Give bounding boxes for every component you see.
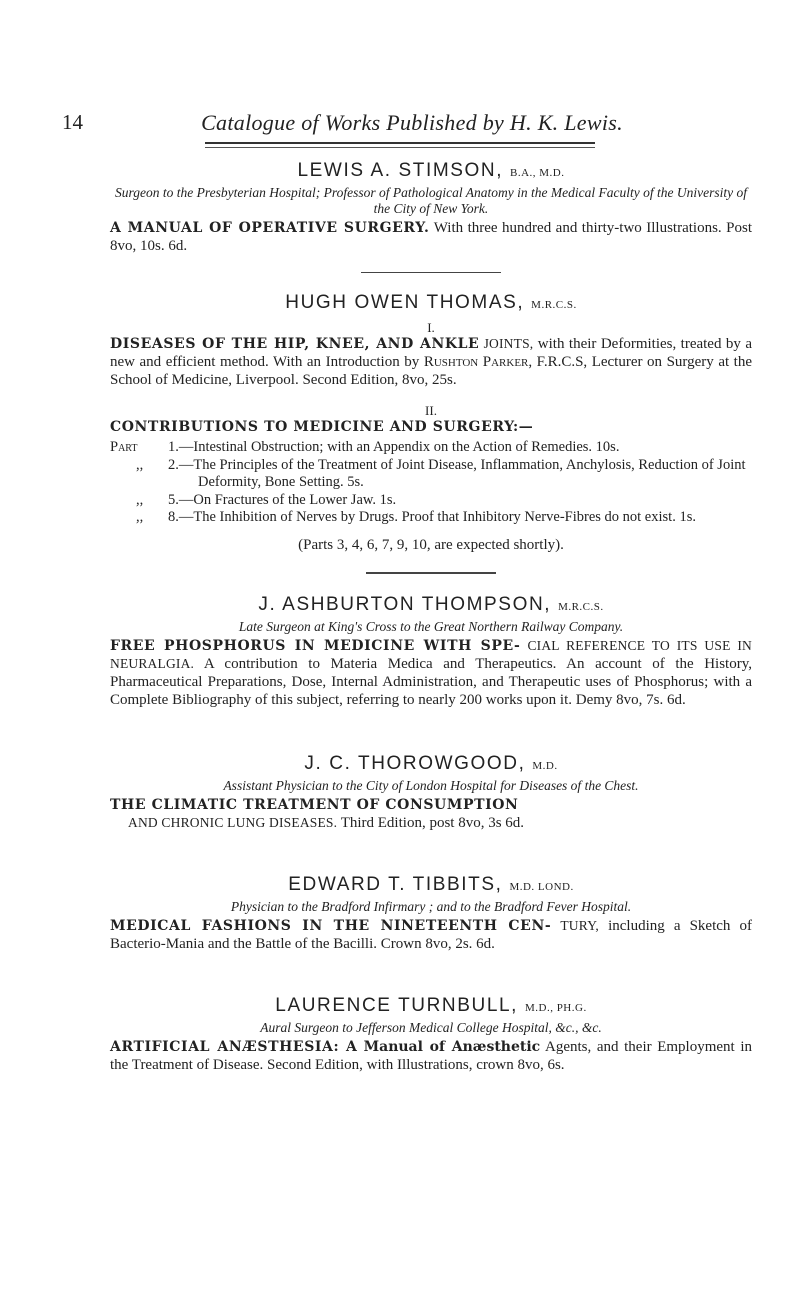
- book-title-continued: JOINTS,: [479, 336, 534, 351]
- book-title: FREE PHOSPHORUS IN MEDICINE WITH SPE-: [110, 637, 521, 654]
- book-listing: [110, 917, 752, 953]
- book-title-continued: CIAL REFERENCE TO ITS USE IN NEURALGIA.: [110, 637, 753, 671]
- running-title: Catalogue of Works Published by H. K. Lewis.: [201, 110, 623, 135]
- book-title-continued: TURY,: [560, 917, 599, 933]
- part-label: ,,: [136, 491, 144, 508]
- author-degree: M.D., PH.G.: [524, 1001, 587, 1014]
- work-numeral: II.: [425, 403, 437, 418]
- part-item: [110, 439, 752, 457]
- introducer-name: Rushton Parker: [423, 354, 529, 370]
- book-listing: [110, 335, 752, 389]
- book-listing: [110, 796, 752, 832]
- book-description: A contribution to Materia Medica and Therapeutics. An account of the History, Pharmaceutical Preparations, Dose, Internal Administration, and Therapeutic uses of Phosphorus; with a Complete Bibliography of this subject, referring to nearly 200 works upon it. Demy 8vo, 7s. 6d.: [110, 655, 752, 708]
- header-rule: [205, 142, 595, 148]
- part-label: ,,: [136, 509, 144, 525]
- book-description: including a Sketch of Bacterio-Mania and the Battle of the Bacilli. Crown 8vo, 2s. 6d.: [110, 917, 753, 952]
- book-description: Agents, and their Employment in the Treatment of Disease. Second Edition, with Illustrations, crown 8vo, 6s.: [110, 1038, 752, 1073]
- part-item: [110, 492, 752, 510]
- author-affiliation: Late Surgeon at King's Cross to the Great Northern Railway Company.: [238, 618, 624, 634]
- entry-tibbits: [110, 874, 752, 953]
- entry-turnbull: [110, 995, 752, 1074]
- entry-stimson: [110, 160, 752, 255]
- entry-thompson: [110, 594, 752, 709]
- author-degree: M.R.C.S.: [531, 299, 577, 311]
- parts-note: (Parts 3, 4, 6, 7, 9, 10, are expected shortly).: [298, 536, 564, 553]
- book-title: CONTRIBUTIONS TO MEDICINE AND SURGERY:—: [110, 419, 534, 435]
- running-head: [62, 108, 762, 142]
- book-title: MEDICAL FASHIONS IN THE NINETEENTH CEN-: [110, 917, 552, 934]
- page-number: 14: [62, 110, 83, 134]
- author-degree: B.A., M.D.: [510, 167, 565, 179]
- author-affiliation: Assistant Physician to the City of London Hospital for Diseases of the Chest.: [223, 777, 639, 793]
- author-name: LAURENCE TURNBULL, M.D., PH.G.: [275, 994, 587, 1016]
- book-listing: [110, 418, 752, 436]
- book-title: DISEASES OF THE HIP, KNEE, AND ANKLE: [110, 336, 480, 352]
- book-description: With three hundred and thirty-two Illustrations. Post 8vo, 10s. 6d.: [110, 220, 752, 254]
- part-item: [110, 457, 752, 492]
- book-description: Third Edition, post 8vo, 3s 6d.: [337, 814, 525, 831]
- part-label: ,,: [136, 456, 144, 473]
- book-title: THE CLIMATIC TREATMENT OF CONSUMPTION: [110, 796, 519, 813]
- book-title: A MANUAL OF OPERATIVE SURGERY.: [110, 220, 430, 236]
- entry-divider: [361, 272, 501, 273]
- author-name: EDWARD T. TIBBITS, M.D. LOND.: [288, 873, 574, 895]
- entry-thorowgood: [110, 753, 752, 832]
- author-name: LEWIS A. STIMSON, B.A., M.D.: [297, 160, 565, 181]
- book-description-continued: , F.R.C.S, Lecturer on Surgery at the School of Medicine, Liverpool. Second Edition, 8vo, 25s.: [110, 354, 753, 388]
- book-description: with their Deformities, treated by a new and efficient method. With an Introduction by: [110, 336, 752, 370]
- entry-thomas: [110, 292, 752, 554]
- part-label: Part: [110, 439, 138, 455]
- book-listing: [110, 1038, 752, 1074]
- author-name: HUGH OWEN THOMAS, M.R.C.S.: [285, 292, 577, 313]
- part-text: 5.—On Fractures of the Lower Jaw. 1s.: [168, 491, 397, 508]
- book-listing: [110, 219, 752, 255]
- author-name: J. C. THOROWGOOD, M.D.: [304, 752, 558, 774]
- author-affiliation: Aural Surgeon to Jefferson Medical College Hospital, &c., &c.: [260, 1019, 602, 1035]
- author-affiliation: Surgeon to the Presbyterian Hospital; Professor of Pathological Anatomy in the Medical Faculty of the University of the City of New York.: [115, 185, 747, 216]
- entry-divider: [366, 572, 496, 574]
- author-degree: M.D.: [532, 759, 558, 772]
- catalogue-content: [110, 160, 752, 1074]
- book-title-continued: AND CHRONIC LUNG DISEASES.: [128, 814, 338, 830]
- book-title: ARTIFICIAL ANÆSTHESIA:: [110, 1038, 340, 1055]
- part-text: 1.—Intestinal Obstruction; with an Appendix on the Action of Remedies. 10s.: [168, 439, 620, 455]
- book-title-continued: A Manual of Anæsthetic: [339, 1038, 541, 1055]
- work-numeral: I.: [427, 320, 435, 335]
- parts-list: [110, 439, 752, 527]
- author-affiliation: Physician to the Bradford Infirmary ; and to the Bradford Fever Hospital.: [230, 898, 632, 914]
- part-text: 8.—The Inhibition of Nerves by Drugs. Proof that Inhibitory Nerve-Fibres do not exist. 1s.: [168, 509, 696, 525]
- author-degree: M.R.C.S.: [558, 600, 604, 613]
- author-degree: M.D. LOND.: [509, 880, 574, 893]
- part-item: [110, 509, 752, 527]
- author-name: J. ASHBURTON THOMPSON, M.R.C.S.: [258, 593, 604, 615]
- part-text: 2.—The Principles of the Treatment of Joint Disease, Inflammation, Anchylosis, Reduction of Joint Deformity, Bone Setting. 5s.: [168, 456, 746, 490]
- book-listing: [110, 637, 752, 709]
